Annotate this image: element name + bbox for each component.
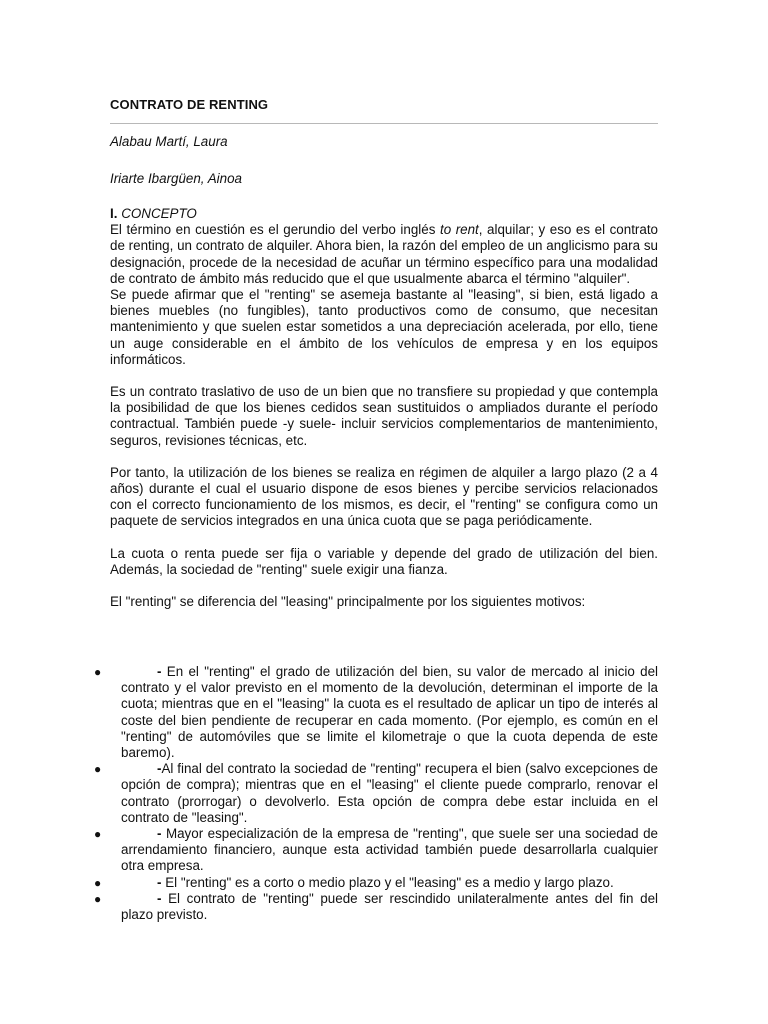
list-item bbox=[0, 875, 658, 891]
paragraph-gap bbox=[110, 368, 658, 384]
bullet-text: En el "renting" el grado de utilización del bien, su valor de mercado al inicio del contrato y el valor previsto en el momento de la devolución, determinan el importe de la cuota; mientras que en el "leasing" la cuota es el resultado de aplicar un tipo de interés al coste del bien pendiente de recuperar en cada momento. (Por ejemplo, es común en el "renting" de automóviles que se limite el kilometraje o que la cuota dependa de este baremo). bbox=[121, 664, 658, 761]
bullet-icon: ● bbox=[94, 827, 102, 842]
bullet-text: Mayor especialización de la empresa de "renting", que suele ser una sociedad de arrendamiento financiero, aunque esta actividad también puede desarrollarla cualquier otra empresa. bbox=[121, 826, 658, 874]
bullet-text: El "renting" es a corto o medio plazo y el "leasing" es a medio y largo plazo. bbox=[161, 874, 614, 890]
paragraph-6: El "renting" se diferencia del "leasing" principalmente por los siguientes motivos: bbox=[110, 594, 586, 610]
author-2: Iriarte Ibargüen, Ainoa bbox=[110, 171, 243, 186]
title-divider bbox=[110, 123, 658, 124]
document-title: CONTRATO DE RENTING bbox=[110, 97, 269, 112]
paragraph-gap bbox=[110, 578, 658, 594]
section-name: CONCEPTO bbox=[121, 206, 197, 221]
paragraph-5: La cuota o renta puede ser fija o variable y depende del grado de utilización del bien. Además, la sociedad de "renting" suele exigir una fianza. bbox=[110, 545, 658, 577]
paragraph-1-italic-term: to rent bbox=[439, 222, 479, 238]
paragraph-1-part-2: , alquilar; y eso es el contrato de renting, un contrato de alquiler. Ahora bien, la razón del empleo de un anglicismo para su designación, procede de la necesidad de acuñar un término específico para una modalidad de contrato de ámbito más reducido que el que usualmente abarca el término "alquiler". bbox=[110, 222, 658, 286]
section-number: I. bbox=[110, 206, 118, 221]
bullet-icon: ● bbox=[94, 875, 102, 890]
bullet-text: El contrato de "renting" puede ser rescindido unilateralmente antes del fin del plazo previsto. bbox=[121, 890, 658, 923]
author-1: Alabau Martí, Laura bbox=[110, 134, 228, 149]
paragraph-3: Es un contrato traslativo de uso de un bien que no transfiere su propiedad y que contempla la posibilidad de que los bienes cedidos sean sustituidos o ampliados durante el período contractual. También puede -y suele- incluir servicios complementarios de mantenimiento, seguros, revisiones técnicas, etc. bbox=[110, 384, 658, 448]
bullet-icon: ● bbox=[94, 891, 102, 906]
bullet-dash: - bbox=[157, 826, 162, 842]
paragraph-1 bbox=[110, 222, 658, 287]
list-item bbox=[0, 664, 658, 761]
differences-list bbox=[0, 664, 768, 923]
document-body bbox=[110, 206, 658, 610]
bullet-icon: ● bbox=[94, 762, 102, 777]
list-item bbox=[0, 891, 658, 923]
list-item bbox=[0, 826, 658, 875]
bullet-dash: - bbox=[157, 664, 162, 679]
paragraph-gap bbox=[110, 449, 658, 465]
paragraph-4: Por tanto, la utilización de los bienes se realiza en régimen de alquiler a largo plazo (2 a 4 años) durante el cual el usuario dispone de esos bienes y percibe servicios relacionados con el correcto funcionamiento de los mismos, es decir, el "renting" se configura como un paquete de servicios integrados en una única cuota que se paga periódicamente. bbox=[110, 464, 658, 529]
bullet-dash: - bbox=[157, 761, 162, 777]
paragraph-gap bbox=[110, 530, 658, 546]
bullet-icon: ● bbox=[94, 665, 102, 679]
section-heading bbox=[110, 206, 658, 222]
list-item bbox=[0, 761, 658, 826]
bullet-dash: - bbox=[157, 874, 162, 890]
paragraph-1-part-1: El término en cuestión es el gerundio del verbo inglés bbox=[110, 222, 440, 238]
bullet-text: Al final del contrato la sociedad de "renting" recupera el bien (salvo excepciones de opción de compra); mientras que en el "leasing" el cliente puede comprarlo, renovar el contrato (prorrogar) o devolverlo. Esta opción de compra debe estar incluida en el contrato de "leasing". bbox=[121, 761, 658, 825]
bullet-dash: - bbox=[157, 890, 162, 906]
paragraph-2: Se puede afirmar que el "renting" se asemeja bastante al "leasing", si bien, está ligado a bienes muebles (no fungibles), tanto productivos como de consumo, que necesitan mantenimiento y que suelen estar sometidos a una depreciación acelerada, por ello, tiene un auge considerable en el ámbito de los vehículos de empresa y en los equipos informáticos. bbox=[110, 287, 658, 367]
